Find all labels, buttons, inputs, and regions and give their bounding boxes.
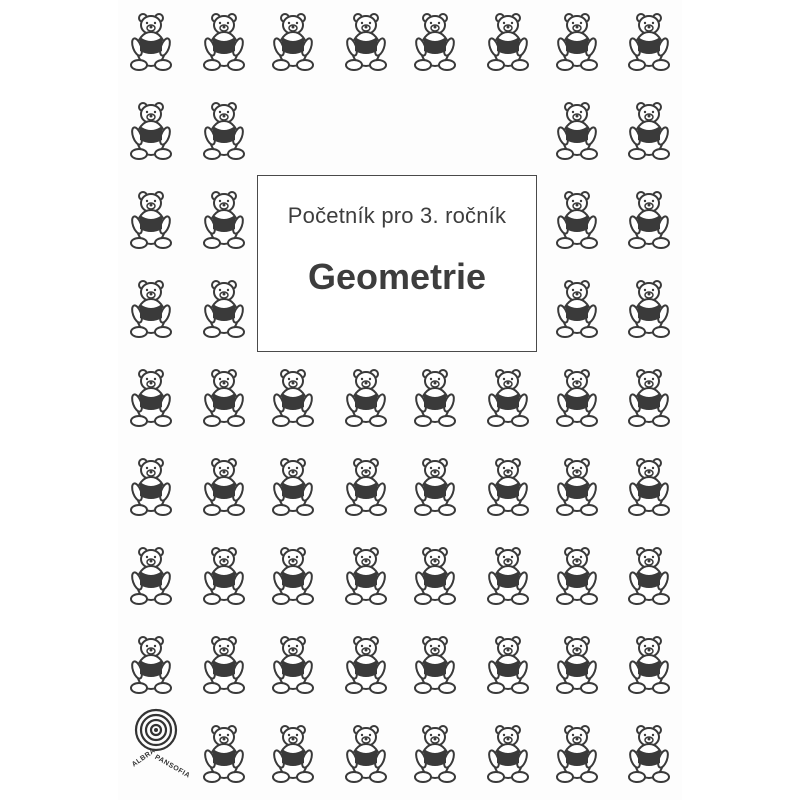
concentric-circles-logo-icon: [126, 706, 192, 780]
teddy-bear-icon: [201, 723, 247, 785]
teddy-bear-icon: [201, 189, 247, 251]
teddy-bear-icon: [554, 723, 600, 785]
teddy-bear-icon: [128, 100, 174, 162]
teddy-bear-icon: [201, 634, 247, 696]
teddy-bear-icon: [554, 11, 600, 73]
teddy-bear-icon: [412, 456, 458, 518]
teddy-bear-icon: [485, 545, 531, 607]
publisher-name-right: PANSOFIA: [153, 753, 192, 780]
teddy-bear-icon: [554, 189, 600, 251]
teddy-bear-icon: [626, 634, 672, 696]
teddy-bear-icon: [626, 456, 672, 518]
teddy-bear-icon: [270, 634, 316, 696]
teddy-bear-icon: [485, 634, 531, 696]
teddy-bear-icon: [626, 278, 672, 340]
teddy-bear-icon: [626, 367, 672, 429]
cover-title: Geometrie: [307, 256, 487, 297]
teddy-bear-icon: [270, 367, 316, 429]
teddy-bear-icon: [485, 367, 531, 429]
teddy-bear-icon: [270, 11, 316, 73]
teddy-bear-icon: [270, 545, 316, 607]
teddy-bear-icon: [485, 456, 531, 518]
teddy-bear-icon: [554, 634, 600, 696]
publisher-logo: [126, 706, 192, 780]
teddy-bear-icon: [412, 367, 458, 429]
teddy-bear-icon: [554, 100, 600, 162]
teddy-bear-icon: [201, 11, 247, 73]
teddy-bear-icon: [128, 367, 174, 429]
teddy-bear-icon: [128, 456, 174, 518]
teddy-bear-icon: [554, 545, 600, 607]
teddy-bear-icon: [626, 723, 672, 785]
teddy-bear-icon: [626, 11, 672, 73]
teddy-bear-icon: [128, 189, 174, 251]
publisher-name-left: ALBRA: [130, 747, 157, 769]
teddy-bear-icon: [626, 100, 672, 162]
teddy-bear-icon: [201, 278, 247, 340]
teddy-bear-icon: [412, 723, 458, 785]
teddy-bear-icon: [554, 456, 600, 518]
teddy-bear-icon: [128, 634, 174, 696]
teddy-bear-icon: [626, 545, 672, 607]
teddy-bear-icon: [485, 11, 531, 73]
teddy-bear-icon: [128, 545, 174, 607]
teddy-bear-icon: [128, 278, 174, 340]
teddy-bear-icon: [343, 545, 389, 607]
teddy-bear-icon: [343, 634, 389, 696]
teddy-bear-icon: [270, 723, 316, 785]
teddy-bear-icon: [201, 367, 247, 429]
title-box: [257, 175, 537, 352]
teddy-bear-icon: [412, 11, 458, 73]
teddy-bear-icon: [626, 189, 672, 251]
teddy-bear-icon: [554, 278, 600, 340]
teddy-bear-icon: [201, 100, 247, 162]
teddy-bear-icon: [128, 11, 174, 73]
teddy-bear-icon: [270, 456, 316, 518]
teddy-bear-icon: [485, 723, 531, 785]
teddy-bear-icon: [554, 367, 600, 429]
teddy-bear-icon: [343, 456, 389, 518]
teddy-bear-icon: [343, 11, 389, 73]
teddy-bear-icon: [201, 545, 247, 607]
teddy-bear-icon: [343, 723, 389, 785]
teddy-bear-icon: [412, 545, 458, 607]
cover-subtitle: Početník pro 3. ročník: [287, 203, 507, 228]
teddy-bear-icon: [343, 367, 389, 429]
teddy-bear-icon: [201, 456, 247, 518]
teddy-bear-icon: [412, 634, 458, 696]
